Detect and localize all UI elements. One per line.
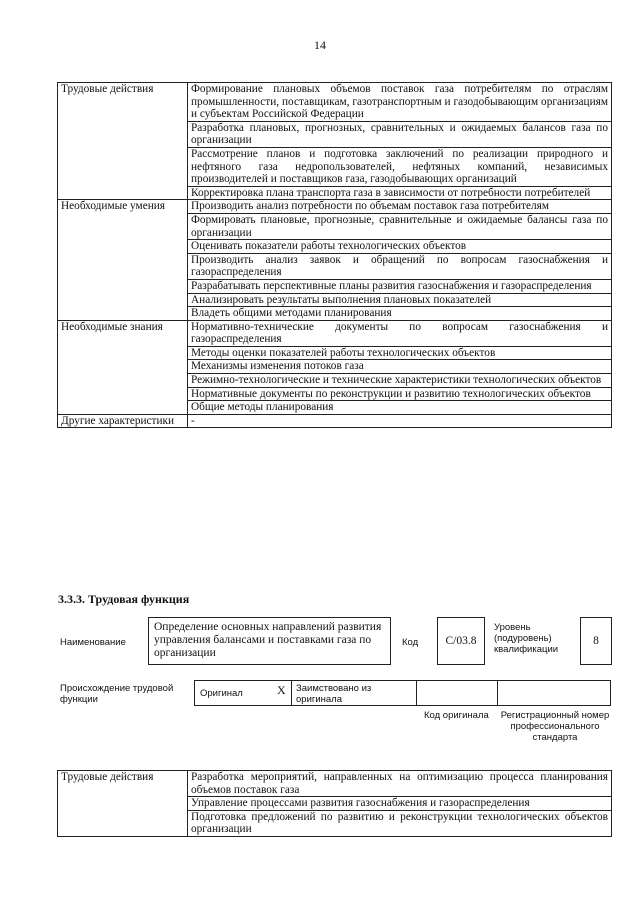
function-name-label: Наименование bbox=[60, 637, 126, 648]
table-row bbox=[58, 771, 612, 797]
row-group-label: Трудовые действия bbox=[58, 83, 188, 200]
page-number: 14 bbox=[314, 38, 326, 52]
section-title: 3.3.3. Трудовая функция bbox=[58, 592, 190, 606]
original-code-label: Код оригинала bbox=[424, 710, 489, 721]
table-cell: Механизмы изменения потоков газа bbox=[188, 360, 612, 374]
table-cell: Производить анализ потребности по объемам поставок газа потребителям bbox=[188, 200, 612, 214]
function-code-label: Код bbox=[402, 637, 419, 648]
row-group-label: Необходимые знания bbox=[58, 320, 188, 414]
table-cell: Управление процессами развития газоснабжения и газораспределения bbox=[188, 797, 612, 811]
row-group-label: Трудовые действия bbox=[58, 771, 188, 837]
table-cell: Подготовка предложений по развитию и реконструкции технологических объектов организации bbox=[188, 810, 612, 836]
table-cell: - bbox=[188, 414, 612, 428]
row-group-label: Необходимые умения bbox=[58, 200, 188, 320]
table-row bbox=[58, 320, 612, 346]
table-cell: Разработка мероприятий, направленных на оптимизацию процесса планирования объемов поставок газа bbox=[188, 771, 612, 797]
original-mark: X bbox=[277, 683, 286, 697]
competency-table-2 bbox=[57, 770, 612, 837]
table-row bbox=[58, 414, 612, 428]
original-code-cell bbox=[416, 680, 498, 706]
table-cell: Рассмотрение планов и подготовка заключений по реализации природного и нефтяного газа недропользователей, нефтяных компаний, независимых производителей и поставщиков газа, газодобывающих организаций bbox=[188, 147, 612, 186]
function-name-value: Определение основных направлений развития управления балансами и поставками газа по организации bbox=[148, 617, 391, 665]
qualification-level-label: Уровень (подуровень) квалификации bbox=[494, 622, 559, 655]
function-origin-label: Происхождение трудовой функции bbox=[60, 683, 174, 705]
table-cell: Анализировать результаты выполнения плановых показателей bbox=[188, 293, 612, 307]
table-cell: Оценивать показатели работы технологических объектов bbox=[188, 240, 612, 254]
table-cell: Владеть общими методами планирования bbox=[188, 307, 612, 321]
original-cell bbox=[194, 680, 292, 706]
table-cell: Разработка плановых, прогнозных, сравнительных и ожидаемых балансов газа по организации bbox=[188, 121, 612, 147]
table-cell: Нормативные документы по реконструкции и развитию технологических объектов bbox=[188, 387, 612, 401]
table-cell: Методы оценки показателей работы технологических объектов bbox=[188, 346, 612, 360]
table-row bbox=[58, 83, 612, 122]
table-cell: Нормативно-технические документы по вопросам газоснабжения и газораспределения bbox=[188, 320, 612, 346]
table-cell: Формирование плановых объемов поставок газа потребителям по отраслям промышленности, поставщикам, газотранспортным и газодобывающим организациям и субъектам Российской Федерации bbox=[188, 83, 612, 122]
registration-number-label: Регистрационный номер профессионального стандарта bbox=[500, 710, 610, 743]
table-cell: Разрабатывать перспективные планы развития газоснабжения и газораспределения bbox=[188, 279, 612, 293]
original-label: Оригинал bbox=[200, 688, 243, 699]
competency-table-1 bbox=[57, 82, 612, 428]
table-cell: Производить анализ заявок и обращений по вопросам газоснабжения и газораспределения bbox=[188, 253, 612, 279]
registration-number-cell bbox=[497, 680, 611, 706]
table-cell: Формировать плановые, прогнозные, сравнительные и ожидаемые балансы газа по организации bbox=[188, 213, 612, 239]
function-code-value: C/03.8 bbox=[437, 617, 485, 665]
table-row bbox=[58, 200, 612, 214]
table-cell: Общие методы планирования bbox=[188, 401, 612, 415]
borrowed-from-original: Заимствовано из оригинала bbox=[291, 680, 417, 706]
table-cell: Режимно-технологические и технические характеристики технологических объектов bbox=[188, 374, 612, 388]
table-cell: Корректировка плана транспорта газа в зависимости от потребности потребителей bbox=[188, 186, 612, 200]
row-group-label: Другие характеристики bbox=[58, 414, 188, 428]
qualification-level-value: 8 bbox=[580, 617, 612, 665]
origin-row bbox=[195, 680, 612, 706]
